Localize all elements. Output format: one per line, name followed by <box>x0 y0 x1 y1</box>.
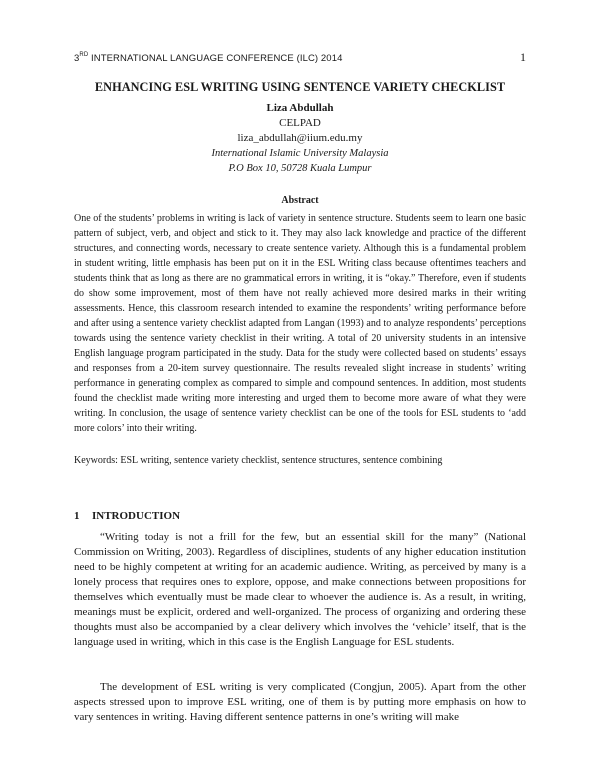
author-block <box>60 101 540 176</box>
body-paragraph: The development of ESL writing is very complicated (Congjun, 2005). Apart from the other aspects stressed upon to improve ESL writing, one of them is by putting more emphasis on how to vary sentences in writing. Having different sentence patterns in one’s writing will make <box>74 681 526 723</box>
conference-title: INTERNATIONAL LANGUAGE CONFERENCE (ILC) 2014 <box>88 53 343 64</box>
body-paragraph: “Writing today is not a frill for the few, but an essential skill for the many” (National Commission on Writing, 2003). Regardless of disciplines, students of any higher education institution need to be highly competent at writing for an academic audience. Writing, as perceived by many is a lonely process that requires ones to explore, oppose, and make connections between propositions for themselves which eventually must be made clear to whoever the audience is. As a result, in writing, meanings must be explicit, ordered and well-organized. The process of organizing and ordering these thoughts must also be accompanied by a clear delivery which involves the ‘vehicle’ itself, that is the language used in writing, which in this case is the English Language for ESL students. <box>74 531 526 648</box>
author-address: P.O Box 10, 50728 Kuala Lumpur <box>228 163 372 174</box>
author-email: liza_abdullah@iium.edu.my <box>237 132 363 144</box>
author-name: Liza Abdullah <box>266 102 334 114</box>
abstract-text: One of the students’ problems in writing is lack of variety in sentence structure. Students seem to learn one basic pattern of subject, verb, and object and stick to it. They may also lack knowledge and practice of the different structures, and connecting words, necessary to create sentence variety. Although this is a fundamental problem in student writing, little emphasis has been put on it in the ESL Writing class because oftentimes teachers and students think that as long as there are no grammatical errors in writing, it is “okay.” Therefore, even if students do show some improvement, most of them have not really achieved more desired marks in their writing assessments. Hence, this classroom research intended to examine the respondents’ writing performance before and after using a sentence variety checklist adapted from Langan (1993) and to analyze respondents’ perceptions towards using the sentence variety checklist in their writing. A total of 20 university students in an intensive English language program participated in the study. Data for the study were collected based on students’ essays and responses from a 20-item survey questionnaire. The results revealed slight increase in students’ writing performance in generating complex as compared to simple and compound sentences. In addition, most students found the checklist made writing more interesting and urged them to become more aware of what they were writing. In conclusion, the usage of sentence variety checklist can be one of the tools for ESL students to ‘add more colors’ into their writing. <box>74 213 526 434</box>
author-institution: International Islamic University Malaysia <box>211 148 389 159</box>
abstract-heading: Abstract <box>281 195 319 206</box>
conference-ordinal-suffix: RD <box>79 52 89 58</box>
conference-ordinal: 3 <box>74 53 80 64</box>
paper-title: ENHANCING ESL WRITING USING SENTENCE VARIETY CHECKLIST <box>94 80 506 94</box>
keywords: Keywords: ESL writing, sentence variety checklist, sentence structures, sentence combining <box>74 455 443 466</box>
section-number: 1 <box>74 510 80 522</box>
author-unit: CELPAD <box>279 117 321 129</box>
page-number: 1 <box>520 50 526 64</box>
conference-name <box>74 52 342 64</box>
section-title: INTRODUCTION <box>92 510 181 522</box>
section-heading <box>74 510 180 522</box>
running-header <box>74 50 526 66</box>
